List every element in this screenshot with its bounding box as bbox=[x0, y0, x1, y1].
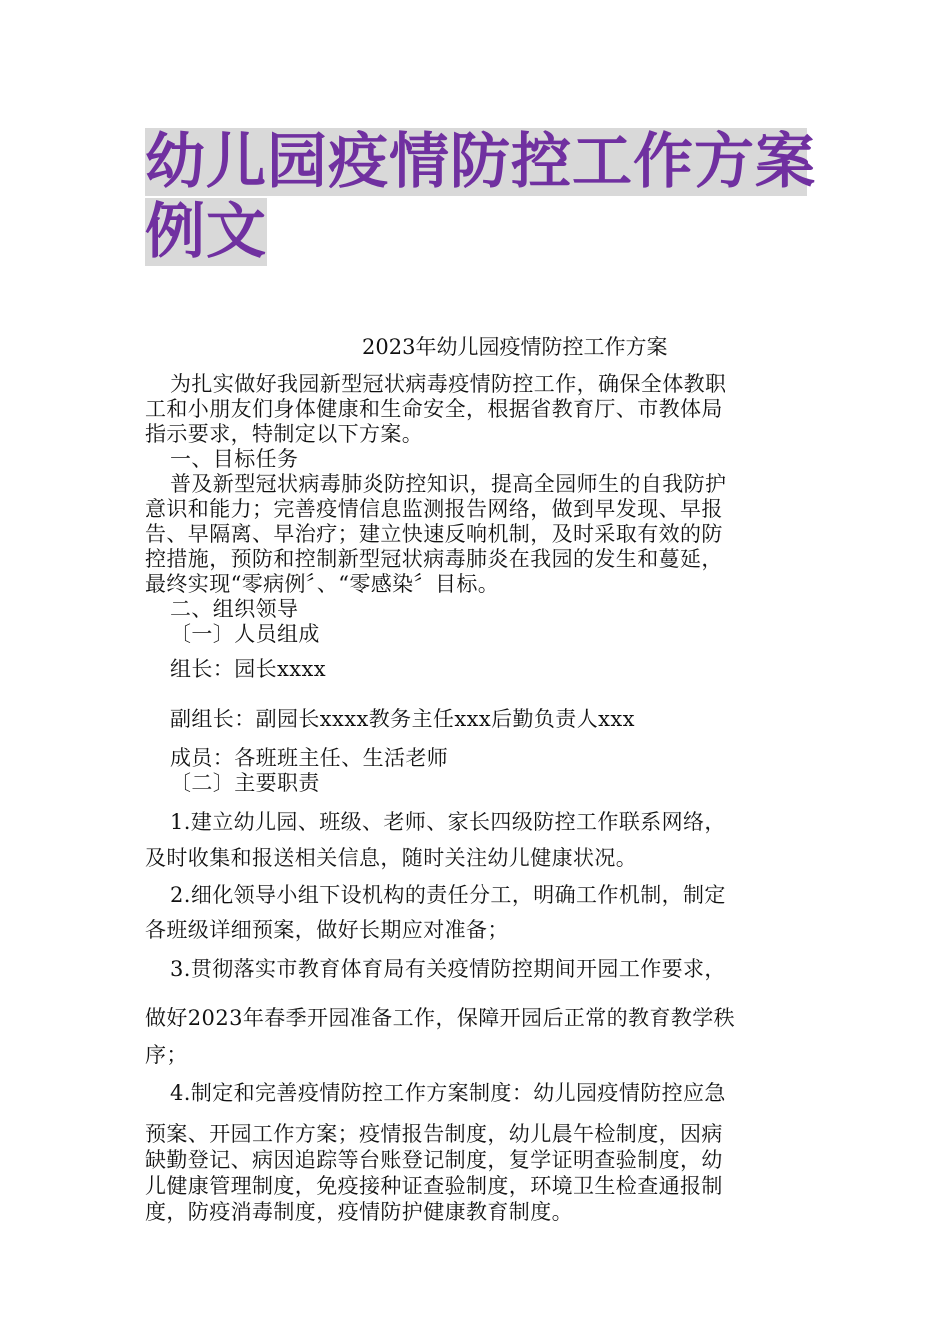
duty-line: 1.建立幼儿园、班级、老师、家长四级防控工作联系网络， bbox=[170, 810, 726, 834]
members-block bbox=[145, 746, 807, 796]
section-1-line: 告、早隔离、早治疗；建立快速反响机制，及时采取有效的防 bbox=[145, 522, 723, 546]
duty-line: 2.细化领导小组下设机构的责任分工，明确工作机制，制定 bbox=[170, 883, 726, 907]
duty-line: 预案、开园工作方案；疫情报告制度，幼儿晨午检制度，因病 bbox=[145, 1122, 723, 1146]
section-1-line: 最终实现“零病例〞、“零感染〞目标。 bbox=[145, 572, 500, 596]
team-members: 成员：各班班主任、生活老师 bbox=[170, 746, 449, 770]
duty-line: 缺勤登记、病因追踪等台账登记制度，复学证明查验制度，幼 bbox=[145, 1148, 723, 1172]
intro-line: 指示要求，特制定以下方案。 bbox=[145, 422, 424, 446]
duty-2 bbox=[145, 882, 807, 943]
duty-4 bbox=[145, 1080, 807, 1225]
duty-line: 度，防疫消毒制度，疫情防护健康教育制度。 bbox=[145, 1200, 573, 1224]
duties-subheading: 〔二〕主要职责 bbox=[170, 771, 320, 795]
title-line-1: 幼儿园疫情防控工作方案 bbox=[145, 127, 816, 197]
duty-line: 做好2023年春季开园准备工作，保障开园后正常的教育教学秩 bbox=[145, 1006, 736, 1030]
section-1 bbox=[145, 447, 807, 597]
personnel-subheading: 〔一〕人员组成 bbox=[170, 622, 320, 646]
duty-line: 儿健康管理制度，免疫接种证查验制度，环境卫生检查通报制 bbox=[145, 1174, 723, 1198]
duty-line: 3.贯彻落实市教育体育局有关疫情防控期间开园工作要求， bbox=[170, 957, 726, 981]
duty-line: 各班级详细预案，做好长期应对准备； bbox=[145, 918, 509, 942]
deputy-leaders: 副组长：副园长xxxx教务主任xxx后勤负责人xxx bbox=[170, 707, 635, 731]
deputy-line bbox=[145, 707, 807, 732]
leader-line bbox=[145, 657, 807, 682]
intro-line: 为扎实做好我园新型冠状病毒疫情防控工作，确保全体教职 bbox=[170, 372, 727, 396]
duty-line: 4.制定和完善疫情防控工作方案制度：幼儿园疫情防控应急 bbox=[170, 1081, 726, 1105]
section-1-heading: 一、目标任务 bbox=[170, 447, 299, 471]
section-1-line: 普及新型冠状病毒肺炎防控知识，提高全园师生的自我防护 bbox=[170, 472, 727, 496]
intro-paragraph bbox=[145, 372, 807, 447]
team-leader: 组长：园长xxxx bbox=[170, 657, 326, 681]
duty-line: 序； bbox=[145, 1043, 188, 1067]
document-title bbox=[145, 127, 816, 268]
intro-line: 工和小朋友们身体健康和生命安全，根据省教育厅、市教体局 bbox=[145, 397, 723, 421]
duty-1 bbox=[145, 809, 807, 871]
document-subtitle: 2023年幼儿园疫情防控工作方案 bbox=[362, 335, 668, 359]
section-2-heading: 二、组织领导 bbox=[170, 597, 299, 621]
title-line-2: 例文 bbox=[145, 197, 267, 267]
section-2-heading-block bbox=[145, 597, 807, 647]
duty-line: 及时收集和报送相关信息，随时关注幼儿健康状况。 bbox=[145, 846, 638, 870]
section-1-line: 意识和能力；完善疫情信息监测报告网络，做到早发现、早报 bbox=[145, 497, 723, 521]
duty-3 bbox=[145, 956, 807, 1068]
section-1-line: 控措施，预防和控制新型冠状病毒肺炎在我园的发生和蔓延， bbox=[145, 547, 723, 571]
